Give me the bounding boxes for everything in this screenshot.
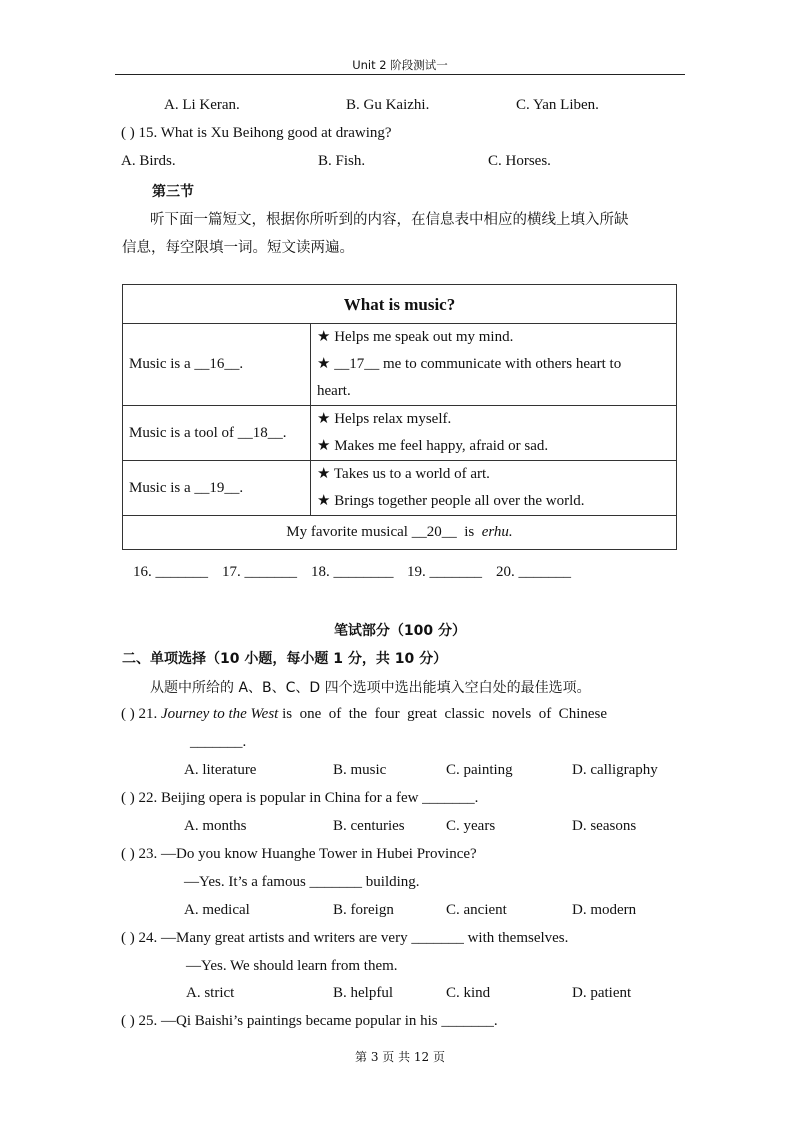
table-row: [123, 324, 677, 406]
row-details: ★ Helps me speak out my mind. ★ __17__ me to communicate with others heart to heart.: [311, 324, 677, 406]
q24-option-b: B. helpful: [333, 985, 393, 1001]
page-header: Unit 2 阶段测试一: [352, 58, 448, 72]
question-25: ( ) 25. —Qi Baishi’s paintings became popular in his _______.: [121, 1013, 498, 1029]
question-24: ( ) 24. —Many great artists and writers are very _______ with themselves.: [121, 930, 569, 946]
table-row: [123, 406, 677, 461]
answer-paren: ( ): [121, 706, 135, 722]
q21-option-c: C. painting: [446, 762, 513, 778]
q14-option-a: A. Li Keran.: [164, 97, 240, 113]
answer-paren: ( ): [121, 125, 135, 141]
question-24-line2: —Yes. We should learn from them.: [186, 958, 398, 974]
row-details: ★ Helps relax myself. ★ Makes me feel happy, afraid or sad.: [311, 406, 677, 461]
blank-16: __16__: [194, 356, 240, 372]
question-text: 15. What is Xu Beihong good at drawing?: [138, 125, 392, 141]
q14-option-b: B. Gu Kaizhi.: [346, 97, 430, 113]
q15-option-c: C. Horses.: [488, 153, 551, 169]
row-label: Music is a __19__.: [123, 461, 311, 516]
table-title: What is music?: [123, 285, 677, 324]
row-details: ★ Takes us to a world of art. ★ Brings together people all over the world.: [311, 461, 677, 516]
answer-blank-16: 16. _______: [133, 564, 208, 580]
answer-blank-19: 19. _______: [407, 564, 482, 580]
section3-title: 第三节: [152, 184, 194, 200]
q14-option-c: C. Yan Liben.: [516, 97, 599, 113]
answer-blank-17: 17. _______: [222, 564, 297, 580]
answer-blank-20: 20. _______: [496, 564, 571, 580]
blank-18: __18__: [237, 424, 283, 441]
music-info-table: [122, 284, 677, 550]
section3-instruction-2: 信息，每空限填一词。短文读两遍。: [122, 240, 354, 256]
q23-option-c: C. ancient: [446, 902, 507, 918]
answer-paren: ( ): [121, 846, 135, 862]
q21-option-a: A. literature: [184, 762, 257, 778]
table-footer: My favorite musical __20__ is erhu.: [123, 516, 677, 550]
question-23-line2: —Yes. It’s a famous _______ building.: [184, 874, 420, 890]
q23-option-d: D. modern: [572, 902, 637, 918]
q24-option-d: D. patient: [572, 985, 632, 1001]
page-footer: 第 3 页 共 12 页: [355, 1050, 445, 1064]
q21-option-b: B. music: [333, 762, 387, 778]
answer-paren: ( ): [121, 930, 135, 946]
q22-option-c: C. years: [446, 818, 496, 834]
table-row: [123, 461, 677, 516]
question-21-line2: _______.: [190, 734, 247, 750]
q15-option-b: B. Fish.: [318, 153, 366, 169]
question-23: ( ) 23. —Do you know Huanghe Tower in Hubei Province?: [121, 846, 477, 862]
q22-option-a: A. months: [184, 818, 247, 834]
q23-option-a: A. medical: [184, 902, 250, 918]
q22-option-b: B. centuries: [333, 818, 405, 834]
header-rule: [115, 74, 685, 75]
q23-option-b: B. foreign: [333, 902, 394, 918]
q24-option-a: A. strict: [186, 985, 235, 1001]
q21-option-d: D. calligraphy: [572, 762, 658, 778]
question-22: ( ) 22. Beijing opera is popular in China for a few _______.: [121, 790, 479, 806]
section2-instruction: 从题中所给的 A、B、C、D 四个选项中选出能填入空白处的最佳选项。: [150, 680, 591, 696]
question-21: ( ) 21. Journey to the West is one of the four great classic novels of Chinese: [121, 706, 608, 722]
row-label: Music is a __16__.: [123, 324, 311, 406]
q22-option-d: D. seasons: [572, 818, 637, 834]
answer-paren: ( ): [121, 1013, 135, 1029]
answer-paren: ( ): [121, 790, 135, 806]
section2-title: 二、单项选择（10 小题，每小题 1 分，共 10 分）: [122, 651, 448, 667]
section3-instruction-1: 听下面一篇短文，根据你所听到的内容，在信息表中相应的横线上填入所缺: [150, 212, 629, 228]
written-part-title: 笔试部分（100 分）: [333, 623, 467, 639]
row-label: Music is a tool of __18__.: [123, 406, 311, 461]
question-15: [121, 125, 392, 142]
q15-option-a: A. Birds.: [121, 153, 176, 169]
answer-blank-18: 18. ________: [311, 564, 394, 580]
blank-19: __19__: [194, 479, 240, 496]
q24-option-c: C. kind: [446, 985, 491, 1001]
blank-20: __20__: [411, 524, 457, 540]
